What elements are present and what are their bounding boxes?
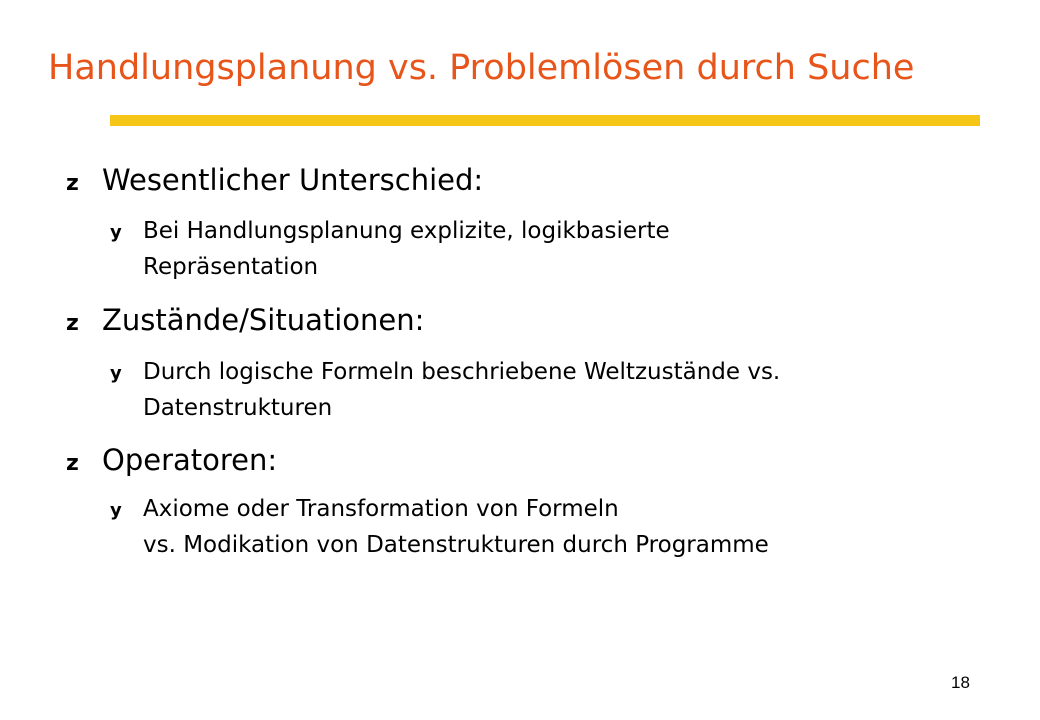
page-number: 18 xyxy=(951,673,970,692)
bullet-heading: Zustände/Situationen: xyxy=(102,303,425,337)
sub-bullet-text-line1: Axiome oder Transformation von Formeln xyxy=(143,496,619,522)
sub-bullet-handlungsplanung xyxy=(110,214,670,284)
slide-title: Handlungsplanung vs. Problemlösen durch Suche xyxy=(48,48,915,88)
sub-bullet-logische-formeln xyxy=(110,355,780,425)
level2-bullet-marker: y xyxy=(110,500,122,521)
sub-bullet-text-line1: Durch logische Formeln beschriebene Weltzustände vs. xyxy=(143,359,781,385)
bullet-heading: Wesentlicher Unterschied: xyxy=(102,163,484,197)
bullet-operatoren xyxy=(66,442,277,482)
bullet-zustaende-situationen xyxy=(66,302,424,342)
title-underline-rule xyxy=(110,115,980,126)
sub-bullet-text-line2: vs. Modikation von Datenstrukturen durch Programme xyxy=(143,532,769,558)
sub-bullet-text-line1: Bei Handlungsplanung explizite, logikbasierte xyxy=(143,218,670,244)
sub-bullet-text-line2: Repräsentation xyxy=(143,254,319,280)
sub-bullet-text-line2: Datenstrukturen xyxy=(143,395,333,421)
level1-bullet-marker: z xyxy=(66,311,79,336)
level1-bullet-marker: z xyxy=(66,451,79,476)
level2-bullet-marker: y xyxy=(110,363,122,384)
bullet-wesentlicher-unterschied xyxy=(66,162,483,202)
level1-bullet-marker: z xyxy=(66,171,79,196)
sub-bullet-axiome xyxy=(110,492,769,562)
level2-bullet-marker: y xyxy=(110,222,122,243)
bullet-heading: Operatoren: xyxy=(102,443,278,477)
